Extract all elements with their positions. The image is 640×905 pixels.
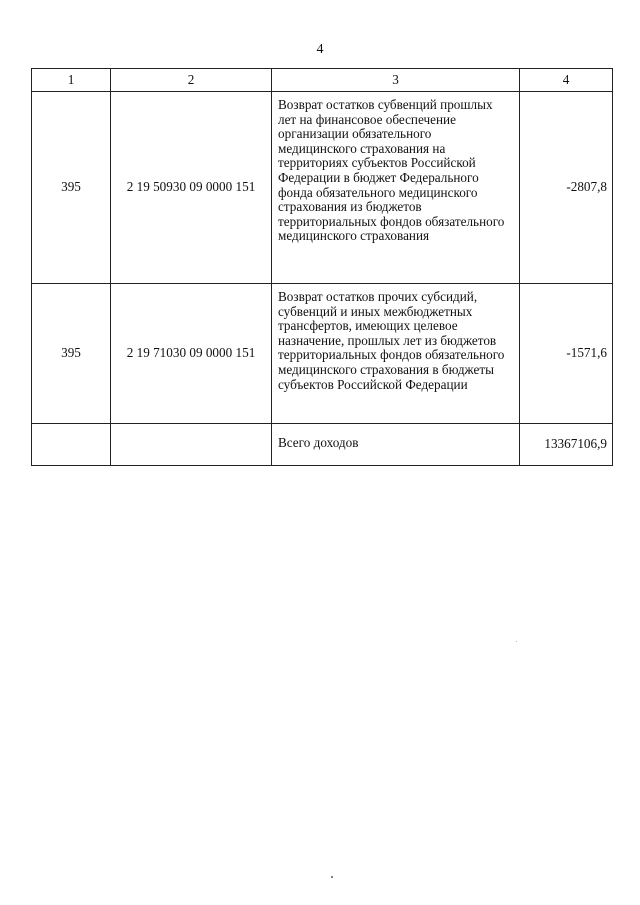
budget-code-cell: 2 19 71030 09 0000 151 bbox=[111, 284, 272, 424]
column-header: 2 bbox=[111, 69, 272, 92]
budget-code-cell: 2 19 50930 09 0000 151 bbox=[111, 92, 272, 284]
revenue-table bbox=[31, 68, 613, 466]
scan-speck bbox=[331, 876, 333, 878]
page-number: 4 bbox=[316, 42, 324, 57]
total-amount-cell: 13367106,9 bbox=[520, 424, 613, 466]
revenue-name-cell: Возврат остатков прочих субсидий, субвенций и иных межбюджетных трансфертов, имеющих целевое назначение, прошлых лет из бюджетов территориальных фондов обязательного медицинского страхования в бюджеты субъектов Российской Федерации bbox=[272, 284, 520, 424]
admin-code-cell bbox=[32, 424, 111, 466]
table-header-row bbox=[32, 69, 613, 92]
amount-cell: -2807,8 bbox=[520, 92, 613, 284]
column-header: 4 bbox=[520, 69, 613, 92]
column-header: 1 bbox=[32, 69, 111, 92]
budget-code-cell bbox=[111, 424, 272, 466]
table-row bbox=[32, 284, 613, 424]
revenue-name-cell: Возврат остатков субвенций прошлых лет на финансовое обеспечение организации обязательного медицинского страхования на территориях субъектов Российской Федерации в бюджет Федерального фонда обязательного медицинского страхования из бюджетов территориальных фондов обязательного медицинского страхования bbox=[272, 92, 520, 284]
table-row bbox=[32, 92, 613, 284]
admin-code-cell: 395 bbox=[32, 92, 111, 284]
total-label-cell: Всего доходов bbox=[272, 424, 520, 466]
column-header: 3 bbox=[272, 69, 520, 92]
scan-speck bbox=[516, 641, 517, 642]
admin-code-cell: 395 bbox=[32, 284, 111, 424]
total-row bbox=[32, 424, 613, 466]
amount-cell: -1571,6 bbox=[520, 284, 613, 424]
